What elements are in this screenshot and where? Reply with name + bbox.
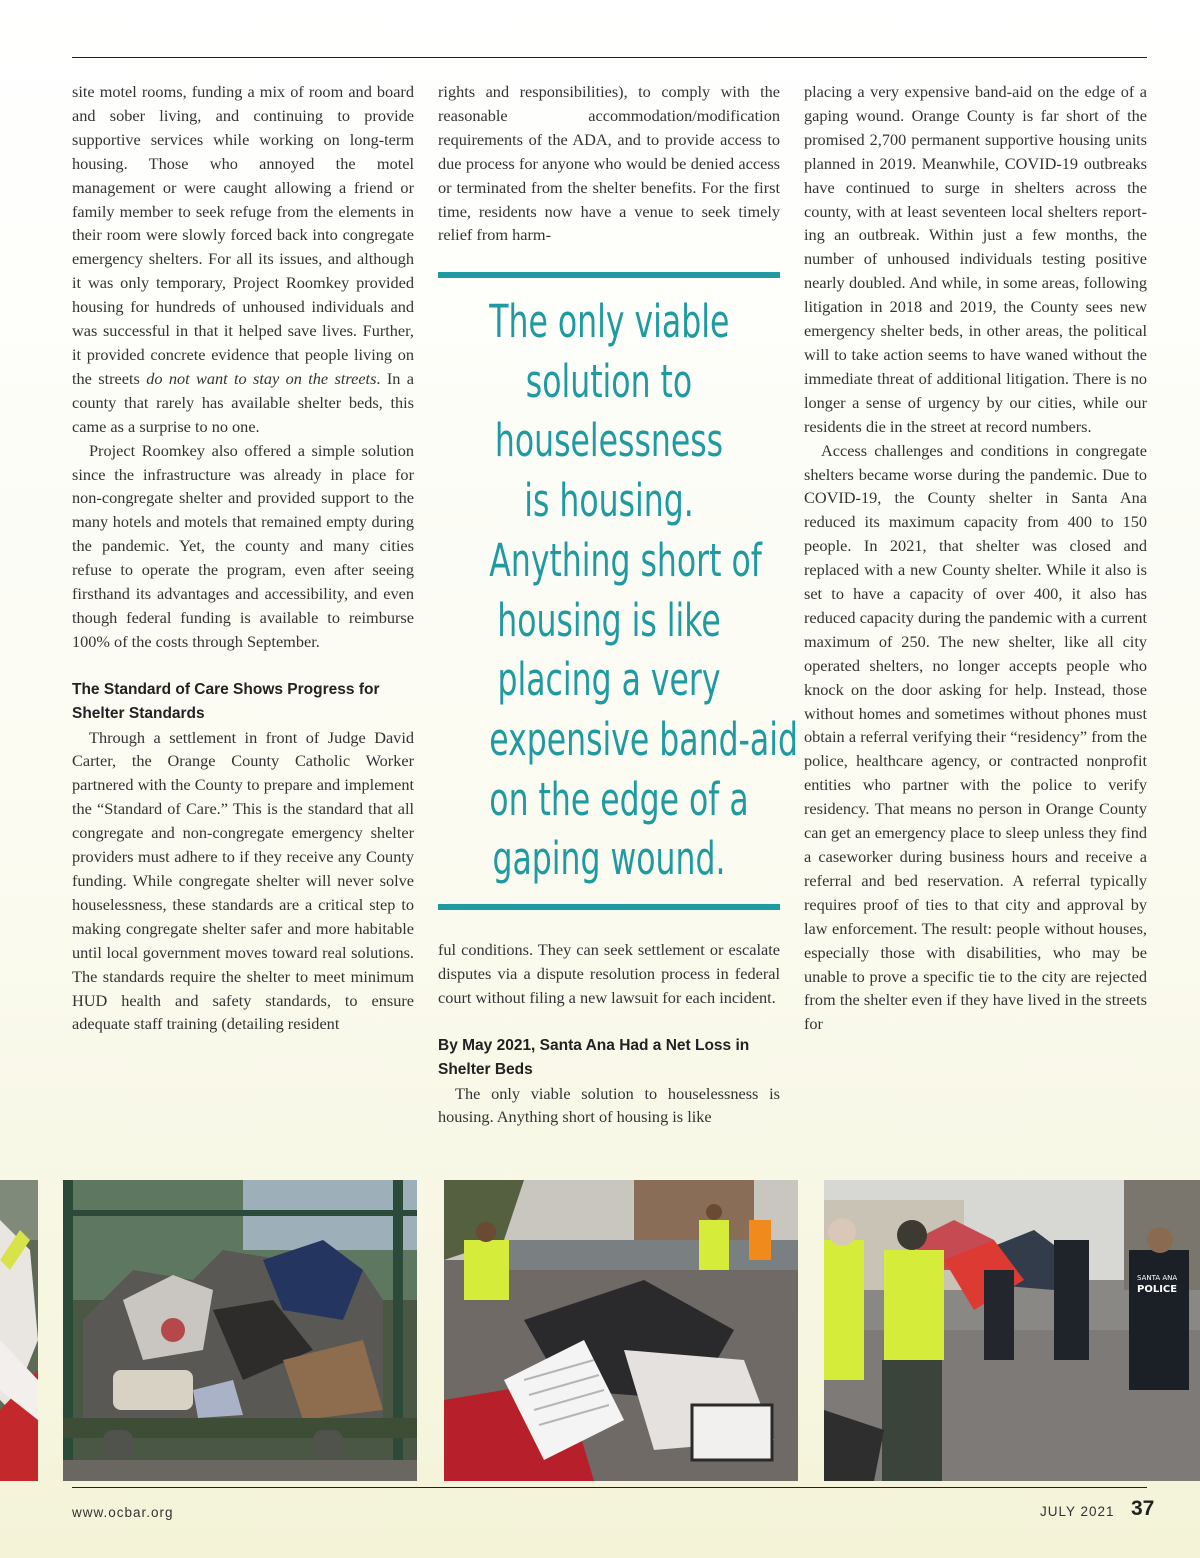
pull-quote-line: Anything short of [489, 533, 762, 587]
photo-edge-left [0, 1180, 38, 1481]
pull-quote [489, 292, 798, 889]
pull-quote-line: housing is like [497, 593, 721, 647]
emphasis: do not want to stay on the streets [146, 368, 377, 388]
footer-rule [72, 1487, 1147, 1488]
police-badge-line-2: POLICE [1137, 1284, 1178, 1295]
pull-quote-line: houselessness [494, 414, 724, 468]
section-heading: The Standard of Care Shows Progress for Shelter Standards [72, 680, 380, 722]
photo-police-encampment [824, 1180, 1200, 1481]
pull-quote-line: on the edge of a [489, 772, 749, 826]
pull-quote-bottom-rule [438, 904, 780, 910]
paragraph: site motel rooms, funding a mix of room and board and sober living, and continuing to provide supportive services while working on long-term housing. Those who annoyed the motel management or were caught allowing a friend or family member to seek refuge from the elements in their room were slowly forced back into congregate emergency shelters. For all its issues, and although it was only temporary, Project Roomkey provided housing for hundreds of unhoused individuals and was successful in that it helped save lives. Further, it provided concrete evidence that people living on the streets do not want to stay on the streets. In a county that rarely has available shelter beds, this came as a surprise to no one. [72, 82, 414, 436]
paragraph: The only viable solution to houselessness is housing. Anything short of housing is like [438, 1083, 780, 1127]
article-column-2-bottom [438, 938, 780, 1129]
page-number: 37 [1131, 1497, 1155, 1520]
footer-issue-date: JULY 2021 [1040, 1504, 1115, 1519]
pull-quote-line: solution to [525, 354, 693, 408]
pull-quote-top-rule [438, 272, 780, 278]
pull-quote-line: expensive band-aid [489, 712, 798, 766]
police-badge-line-1: SANTA ANA [1137, 1274, 1178, 1282]
pull-quote-line: is housing. [524, 474, 694, 528]
pull-quote-line: The only viable [489, 295, 730, 348]
paragraph: placing a very expensive band-aid on the edge of a gaping wound. Orange County is far short of the promised 2,700 permanent supportive housing units planned in 2019. Meanwhile, COVID-19 outbreaks have continued to surge in shelters across the county, with at least seventeen local shelters reporting an outbreak. Within just a few months, the number of unhoused individuals testing positive nearly doubled. And while, in some areas, following litigation in 2018 and 2019, the County sees new emergency shelter beds, in other areas, the political will to take action seems to have waned without the immediate threat of additional litigation. There is no longer a sense of urgency by our cities, while our residents die in the street at record numbers. [804, 82, 1147, 436]
paragraph: rights and responsibilities), to comply with the reasonable accommodation/modification requirements of the ADA, and to provide access to due process for anyone who would be denied access or terminated from the shelter benefits. For the first time, residents now have a venue to seek timely relief from harm- [438, 82, 780, 245]
paragraph: ful conditions. They can seek settlement or escalate disputes via a dispute resolution process in federal court without filing a new lawsuit for each incident. [438, 940, 780, 1007]
pull-quote-line: gaping wound. [492, 832, 726, 886]
top-rule [72, 57, 1147, 58]
article-column-3 [804, 80, 1147, 1036]
article-column-2-top [438, 80, 780, 247]
section-heading: By May 2021, Santa Ana Had a Net Loss in Shelter Beds [438, 1036, 750, 1078]
photo-dumpster [63, 1180, 417, 1481]
photo-tent-cleanup [444, 1180, 798, 1481]
paragraph: Through a settlement in front of Judge David Carter, the Orange County Catholic Worker partnered with the County to prepare and implement the “Standard of Care.” This is the standard that all congregate and non-congregate emergency shelter providers must adhere to if they receive any County funding. While congregate shelter will never solve houselessness, these standards are a critical step to making congregate shelter safer and more habitable until local government moves toward real solutions. The standards require the shelter to meet minimum HUD health and safety standards, to ensure adequate staff training (detailing resident [72, 727, 414, 1034]
paragraph: Project Roomkey also offered a simple solution since the infrastructure was already in place for non-congregate shelter and provided support to the many hotels and motels that remained empty during the pandemic. Yet, the county and many cities refuse to operate the program, even after seeing firsthand its advantages and accessibility, and even though federal funding is available to reimburse 100% of the costs through September. [72, 440, 414, 651]
footer-website: www.ocbar.org [72, 1505, 174, 1520]
pull-quote-line: placing a very [497, 653, 721, 707]
article-column-1 [72, 80, 414, 1036]
paragraph: Access challenges and conditions in congregate shelters became worse during the pandemic. Due to COVID-19, the County shelter in Santa Ana reduced its maximum capacity from 400 to 150 people. In 2021, that shelter was closed and replaced with a new County shelter. While it also is set to have a capacity of over 400, it also has reduced capacity during the pandemic with a current maximum of 250. The new shelter, like all city operated shelters, no longer accepts people who knock on the door asking for help. Instead, those without homes and sometimes without phones must obtain a referral verifying their “residency” from the police, healthcare agency, or contracted nonprofit entities who partner with the police to verify residency. That means no person in Orange County can get an emergency place to sleep unless they find a caseworker during business hours and receive a referral and bed reservation. A referral typically requires proof of ties to that city and approval by law enforcement. The result: people without houses, especially those with disabilities, who may be unable to prove a specific tie to the city are rejected from the shelter even if they have lived in the streets for [804, 440, 1147, 1034]
